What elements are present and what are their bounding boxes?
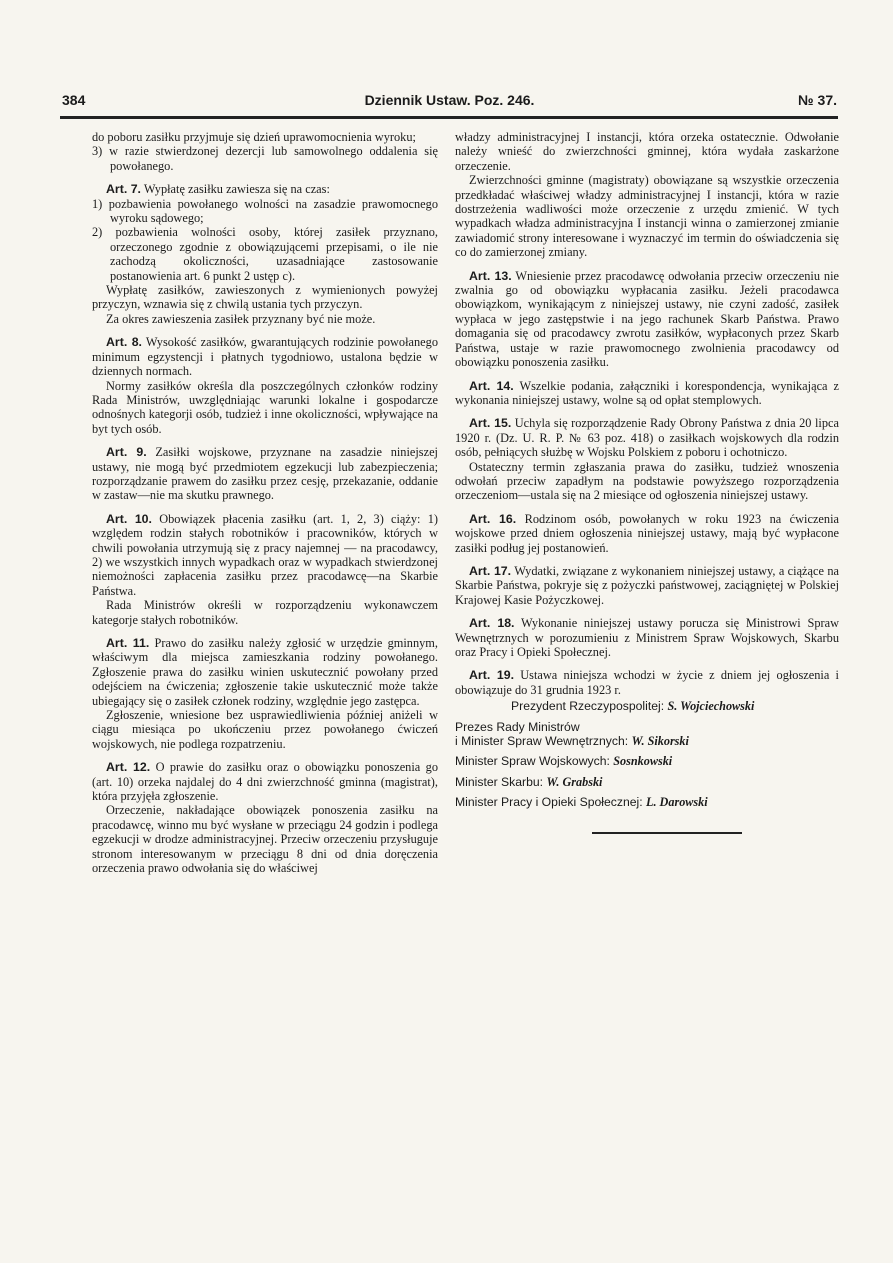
page-header	[62, 92, 837, 114]
article-paragraph	[92, 335, 438, 378]
article-paragraph	[92, 636, 438, 708]
article-text: Obowiązek płacenia zasiłku (art. 1, 2, 3) ciąży: 1) względem rodzin stałych robotników i pracowników, których w chwili powołania utrzymują się z pracy najemnej — na pracodawcy, 2) we wszystkich innych wypadkach oraz w wypadkach stwierdzonej niemożności zapłacenia zasiłku przez pracodawcę—na Skarbie Państwa.	[92, 511, 438, 598]
page-number: 384	[62, 92, 86, 108]
article-paragraph	[455, 616, 839, 659]
article-label: Art. 8.	[106, 335, 142, 350]
article-text: Wysokość zasiłków, gwarantujących rodzinie powołanego minimum egzystencji i płatnych tygodniowo, ustalona będzie w dziennych normach.	[92, 335, 438, 379]
right-column	[455, 130, 839, 834]
article-text: Wniesienie przez pracodawcę odwołania przeciw orzeczeniu nie zwalnia go od obowiązku wypłacania zasiłku. Jeżeli pracodawca obowiązkom, wynikającym z niniejszej ustawy, nie czyni zadość, zasiłek wypłaca w jego zastępstwie i na jego rachunek Skarb Państwa. Prawo domagania się od pracodawcy zwrotu zasiłków, wypłaconych przez Skarb Państwa, ustaje w razie prawomocnego zwolnienia pracodawcy od obowiązku ponoszenia zasiłku.	[455, 268, 839, 370]
article-text: Ustawa niniejsza wchodzi w życie z dniem jej ogłoszenia i obowiązuje do 31 grudnia 1923 r.	[455, 668, 839, 697]
left-column	[92, 130, 438, 876]
header-rule	[60, 116, 838, 119]
article-text: Uchyla się rozporządzenie Rady Obrony Państwa z dnia 20 lipca 1920 r. (Dz. U. R. P. № 63 poz. 418) o zasiłkach wojskowych dla rodzin osób, pełniących służbę w Wojsku Polskiem z poboru i ochotniczo.	[455, 416, 839, 460]
article-text: Wydatki, związane z wykonaniem niniejszej ustawy, a ciążące na Skarbie Państwa, pokryje się z pożyczki państwowej, zaciągniętej w Polskiej Krajowej Kasie Pożyczkowej.	[455, 563, 839, 607]
article-paragraph	[92, 182, 438, 196]
signature-military	[455, 754, 839, 768]
article-text: Wszelkie podania, załączniki i korespondencja, wynikająca z wykonania niniejszej ustawy, wolne są od opłat stemplowych.	[455, 378, 839, 407]
paragraph: Normy zasiłków określa dla poszczególnych członków rodziny Rada Ministrów, uwzględniając warunki lokalne i gospodarcze odnośnych kategorji osób, tudzież i inne okoliczności, wpływające na byt tych osób.	[92, 378, 438, 436]
signature-role: Prezes Rady Ministrów	[455, 719, 580, 734]
article-paragraph	[455, 668, 839, 697]
signature-role: Prezydent Rzeczypospolitej:	[511, 699, 665, 714]
paragraph: Wypłatę zasiłków, zawieszonych z wymienionych powyżej przyczyn, wznawia się z chwilą ustania tych przyczyn.	[92, 283, 438, 312]
article-label: Art. 16.	[469, 511, 517, 526]
signature-role: Minister Pracy i Opieki Społecznej:	[455, 795, 643, 810]
article-label: Art. 18.	[469, 616, 515, 631]
list-item: 3) w razie stwierdzonej dezercji lub samowolnego oddalenia się powołanego.	[92, 144, 438, 173]
signature-role: Minister Skarbu:	[455, 774, 544, 789]
article-paragraph	[455, 379, 839, 408]
journal-title: Dziennik Ustaw. Poz. 246.	[364, 92, 535, 108]
paragraph: Ostateczny termin zgłaszania prawa do zasiłku, tudzież wnoszenia odwołań przeciw zapadłym na podstawie powyższego rozporządzenia orzeczeniom—ustala się na 2 miesiące od ogłoszenia niniejszej ustawy.	[455, 459, 839, 503]
article-label: Art. 12.	[106, 760, 151, 775]
article-paragraph	[455, 512, 839, 555]
article-paragraph	[92, 760, 438, 803]
paragraph: Rada Ministrów określi w rozporządzeniu wykonawczem kategorje stałych robotników.	[92, 598, 438, 627]
article-label: Art. 9.	[106, 445, 147, 460]
paragraph: Za okres zawieszenia zasiłek przyznany być nie może.	[106, 311, 376, 326]
signature-name: W. Sikorski	[631, 734, 689, 749]
article-text: Zasiłki wojskowe, przyznane na zasadzie niniejszej ustawy, nie mogą być przedmiotem egzekucji lub zabezpieczenia; rozporządzanie prawem do zasiłku przez cesję, przekazanie, oddanie w zastaw—nie ma skutku prawnego.	[92, 445, 438, 503]
list-item: 2) pozbawienia wolności osoby, której zasiłek przyznano, orzeczonego zgodnie z obowiązującemi przepisami, o ile nie zachodzą okoliczności, uzasadniające zastosowanie postanowienia art. 6 punkt 2 ustęp c).	[92, 225, 438, 283]
signature-president	[455, 699, 839, 713]
paragraph: Orzeczenie, nakładające obowiązek ponoszenia zasiłku na pracodawcę, winno mu być wysłane w przeciągu 24 godzin i podlega egzekucji w drodze administracyjnej. Przeciw orzeczeniu przysługuje stronom interesowanym w przeciągu 8 dni od dnia doręczenia orzeczenia prawo odwołania się do właściwej	[92, 803, 438, 876]
article-label: Art. 15.	[469, 416, 512, 431]
signature-treasury	[455, 775, 839, 789]
end-rule	[592, 832, 742, 834]
signature-name: Sosnkowski	[613, 754, 673, 769]
article-label: Art. 17.	[469, 563, 512, 578]
article-label: Art. 10.	[106, 511, 152, 526]
issue-number: № 37.	[798, 92, 837, 108]
paragraph: Zgłoszenie, wniesione bez usprawiedliwienia później aniżeli w ciągu miesiąca po ukończeniu przez powołanego ćwiczeń wojskowych, nie podlega rozpatrzeniu.	[92, 708, 438, 751]
signature-name: S. Wojciechowski	[667, 699, 755, 714]
article-paragraph	[92, 445, 438, 503]
article-text: O prawie do zasiłku oraz o obowiązku ponoszenia go (art. 10) orzeka najdalej do 4 dni zwierzchność gminna (magistrat), która przyjęła zgłoszenie.	[92, 760, 438, 804]
article-paragraph	[455, 269, 839, 370]
signature-labour	[455, 795, 839, 809]
continued-paragraph: władzy administracyjnej I instancji, która orzeka ostatecznie. Odwołanie należy wnieść do zwierzchności gminnej, która wydała zaskarżone orzeczenie.	[455, 130, 839, 173]
article-text: Wykonanie niniejszej ustawy porucza się Ministrowi Spraw Wewnętrznych w porozumieniu z Ministrem Spraw Wojskowych, Skarbu oraz Pracy i Opieki Społecznej.	[455, 616, 839, 659]
continued-paragraph: do poboru zasiłku przyjmuje się dzień uprawomocnienia wyroku;	[92, 130, 416, 144]
article-paragraph	[455, 564, 839, 607]
signature-name: W. Grabski	[546, 774, 603, 789]
article-label: Art. 7.	[106, 182, 141, 197]
article-label: Art. 11.	[106, 636, 150, 650]
signature-name: L. Darowski	[646, 795, 708, 810]
signature-role: i Minister Spraw Wewnętrznych:	[455, 734, 629, 749]
article-text: Wypłatę zasiłku zawiesza się na czas:	[143, 182, 330, 197]
signature-role: Minister Spraw Wojskowych:	[455, 754, 610, 769]
paragraph: Zwierzchności gminne (magistraty) obowiązane są wszystkie orzeczenia przedkładać właściwej władzy administracyjnej I instancji, która w razie dostrzeżenia wadliwości może orzeczenie z urzędu zmienić. W tych wypadkach władza administracyjna I instancji winna o zamierzonej zmianie zawiadomić strony interesowane i wyznaczyć im termin do oświadczenia się co do zamierzonej zmiany.	[455, 173, 839, 260]
article-text: Rodzinom osób, powołanych w roku 1923 na ćwiczenia wojskowe przed dniem ogłoszenia niniejszej ustawy, mają być wypłacone zasiłki podług jej postanowień.	[455, 511, 839, 555]
signature-prime-minister	[455, 720, 839, 749]
article-label: Art. 19.	[469, 668, 515, 683]
right-column-body	[455, 130, 839, 697]
article-label: Art. 14.	[469, 378, 514, 393]
article-paragraph	[92, 512, 438, 598]
article-paragraph	[455, 416, 839, 459]
article-label: Art. 13.	[469, 268, 512, 283]
article-text: Prawo do zasiłku należy zgłosić w urzędzie gminnym, właściwym dla miejsca zamieszkania rodziny powołanego. Zgłoszenie prawa do zasiłku winien uskutecznić powołany przed odejściem na ćwiczenia; zgłoszenie takie uskutecznić może także ubiegający się o zasiłek członek rodziny, względnie jego zastępca.	[92, 636, 438, 708]
list-item: 1) pozbawienia powołanego wolności na zasadzie prawomocnego wyroku sądowego;	[92, 196, 438, 226]
